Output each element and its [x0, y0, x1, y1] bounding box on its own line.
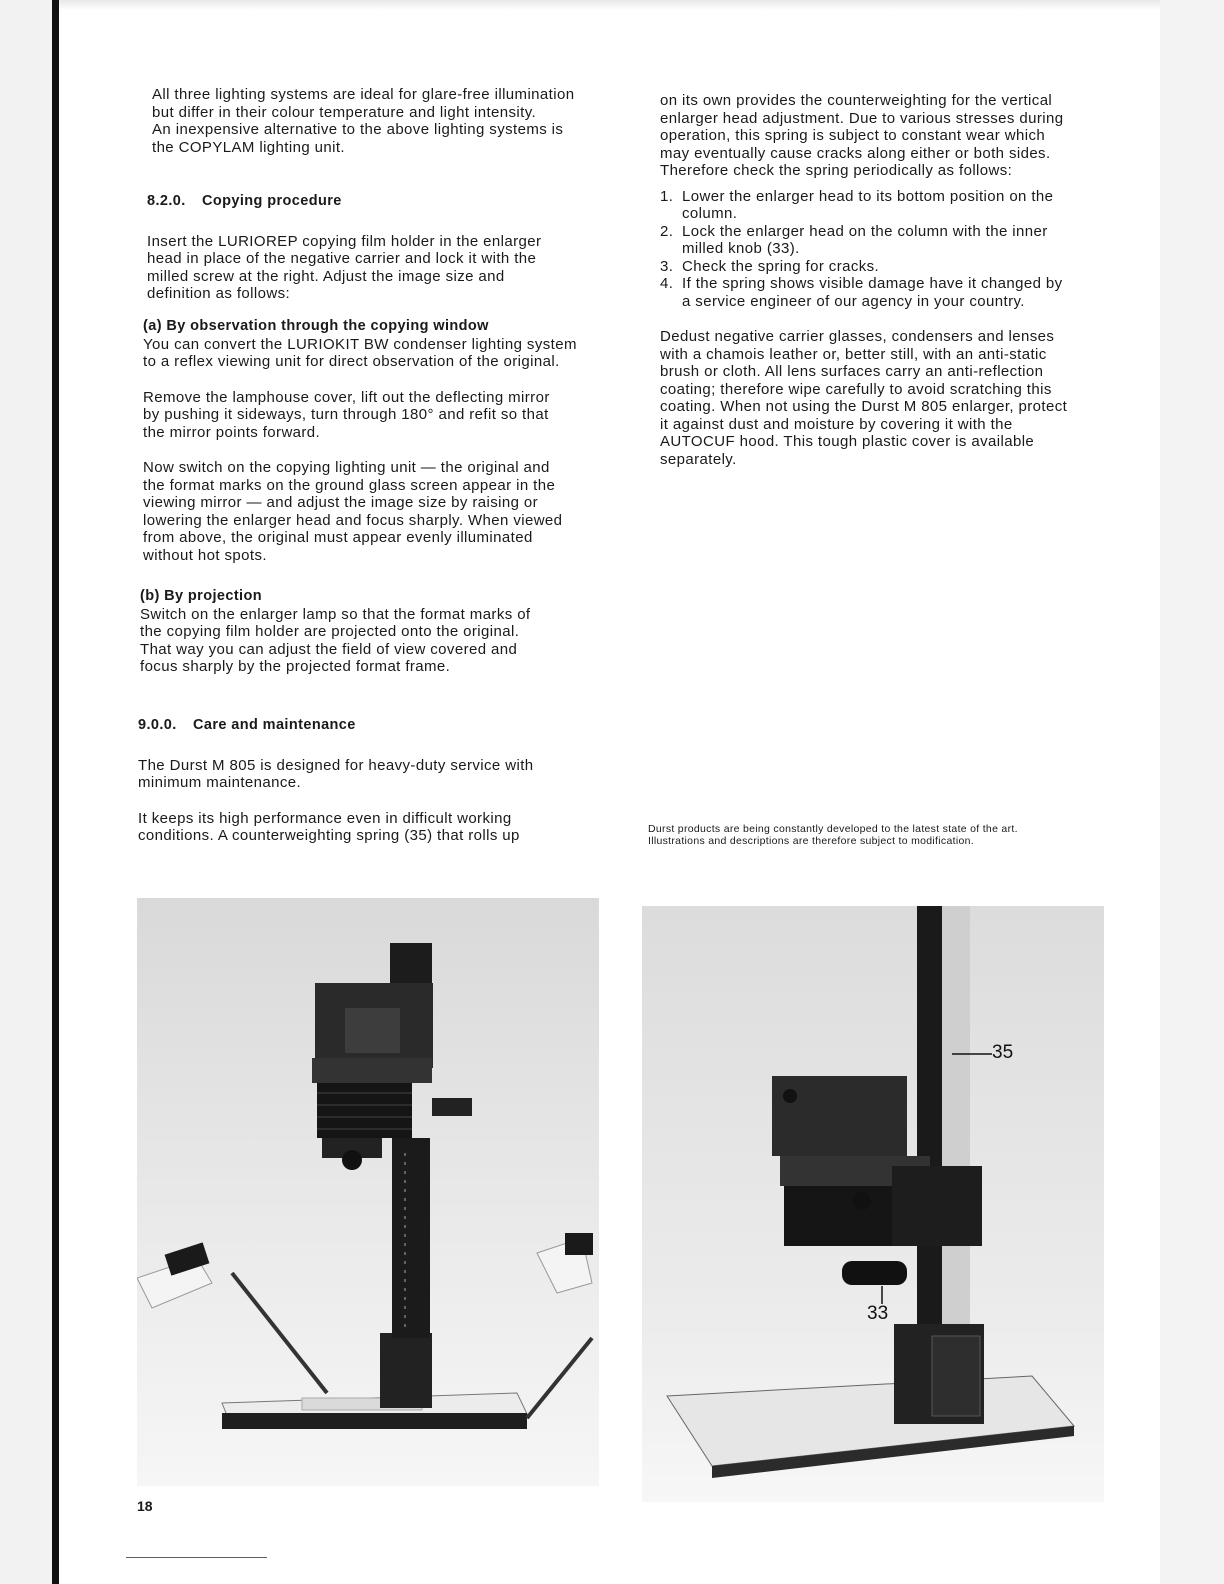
- binding-line: [52, 0, 59, 1584]
- blue-rule: [126, 1557, 267, 1558]
- step-line: Check the spring for cracks.: [682, 257, 880, 275]
- text-line: enlarger head adjustment. Due to various stresses during: [660, 109, 1064, 127]
- front-knob: [853, 1192, 871, 1210]
- section-number: 9.0.0.: [138, 717, 177, 733]
- section-title: Care and maintenance: [193, 717, 356, 733]
- page-right-edge: [1160, 0, 1224, 1584]
- text-line: to a reflex viewing unit for direct observation of the original.: [143, 353, 560, 370]
- callout-label-33: 33: [867, 1303, 889, 1324]
- text-line: An inexpensive alternative to the above lighting systems is: [152, 121, 564, 138]
- callout-label-35: 35: [992, 1042, 1014, 1063]
- list-item: 1. Lower the enlarger head to its bottom position on the column.: [660, 187, 1054, 222]
- section-care-maintenance: [138, 717, 618, 845]
- subsection-heading: (a) By observation through the copying window: [143, 318, 489, 334]
- text-line: on its own provides the counterweighting for the vertical: [660, 92, 1053, 109]
- text-line: That way you can adjust the field of view covered and: [140, 640, 518, 658]
- text-line: the mirror points forward.: [143, 423, 321, 441]
- step-line: Lock the enlarger head on the column with the inner: [682, 222, 1048, 240]
- text-line: conditions. A counterweighting spring (35) that rolls up: [138, 827, 520, 844]
- text-line: Now switch on the copying lighting unit — the original and: [143, 459, 550, 476]
- list-item: 3. Check the spring for cracks.: [660, 257, 880, 275]
- enlarger-head-photo: [642, 906, 1104, 1502]
- text-line: separately.: [660, 450, 737, 468]
- text-line: It keeps its high performance even in difficult working: [138, 809, 512, 827]
- text-line: Switch on the enlarger lamp so that the format marks of: [140, 605, 531, 623]
- filter-drawer: [312, 1058, 432, 1083]
- text-line: Therefore check the spring periodically as follows:: [660, 162, 1013, 179]
- enlarger-copying-photo: [137, 898, 599, 1486]
- maintenance-steps: [660, 188, 1110, 311]
- right-copy-light-head: [565, 1233, 593, 1255]
- text-line: Insert the LURIOREP copying film holder in the enlarger: [147, 232, 542, 250]
- text-line: You can convert the LURIOKIT BW condenser lighting system: [143, 335, 577, 353]
- text-line: minimum maintenance.: [138, 774, 302, 791]
- section-title: Copying procedure: [202, 193, 342, 209]
- text-line: with a chamois leather or, better still, with an anti-static: [660, 345, 1047, 363]
- text-line: brush or cloth. All lens surfaces carry an anti-reflection: [660, 363, 1044, 380]
- subsection-heading: (b) By projection: [140, 588, 262, 604]
- carriage: [892, 1166, 982, 1246]
- text-line: the format marks on the ground glass screen appear in the: [143, 476, 556, 494]
- text-line: from above, the original must appear evenly illuminated: [143, 529, 533, 546]
- enlarger-head-illustration: [642, 906, 1104, 1502]
- list-item: 4. If the spring shows visible damage have it changed by a service engineer of our agency in your country.: [660, 275, 1063, 310]
- page-top-shade: [59, 0, 1160, 10]
- enlarger-copying-illustration: [137, 898, 599, 1486]
- text-line: All three lighting systems are ideal for glare-free illumination: [152, 86, 575, 103]
- text-line: Remove the lamphouse cover, lift out the deflecting mirror: [143, 388, 550, 406]
- intro-paragraph: [152, 86, 622, 156]
- text-line: it against dust and moisture by covering it with the: [660, 415, 1013, 433]
- text-line: the COPYLAM lighting unit.: [152, 138, 345, 156]
- list-item: 2. Lock the enlarger head on the column with the inner milled knob (33).: [660, 222, 1048, 257]
- text-line: lowering the enlarger head and focus sharply. When viewed: [143, 511, 563, 529]
- section-heading: [147, 193, 617, 211]
- text-line: The Durst M 805 is designed for heavy-duty service with: [138, 756, 534, 774]
- column: [392, 1138, 430, 1338]
- text-line: without hot spots.: [143, 546, 267, 564]
- text-line: coating. When not using the Durst M 805 enlarger, protect: [660, 398, 1068, 415]
- step-line: Lower the enlarger head to its bottom position on the: [682, 187, 1054, 205]
- binding-edge: [0, 0, 56, 1584]
- focus-knob: [432, 1098, 472, 1116]
- text-line: by pushing it sideways, turn through 180° and refit so that: [143, 406, 549, 423]
- footnote-line: Illustrations and descriptions are therefore subject to modification.: [648, 835, 974, 847]
- footnote: [648, 823, 1118, 847]
- bellows: [784, 1186, 894, 1246]
- step-line: a service engineer of our agency in your country.: [682, 292, 1025, 310]
- lamphouse: [772, 1076, 907, 1156]
- column-base: [380, 1333, 432, 1408]
- focus-knob: [842, 1261, 907, 1285]
- footnote-line: Durst products are being constantly developed to the latest state of the art.: [648, 823, 1018, 835]
- section-heading: [138, 717, 618, 735]
- lamphouse-knob: [783, 1089, 797, 1103]
- text-line: viewing mirror — and adjust the image size by raising or: [143, 494, 539, 511]
- step-line: milled knob (33).: [682, 240, 800, 257]
- page-number: 18: [137, 1498, 153, 1514]
- text-line: coating; therefore wipe carefully to avoid scratching this: [660, 380, 1052, 398]
- column-base-face: [932, 1336, 980, 1416]
- text-line: head in place of the negative carrier and lock it with the: [147, 250, 537, 267]
- section-number: 8.2.0.: [147, 193, 186, 209]
- text-line: AUTOCUF hood. This tough plastic cover is available: [660, 433, 1035, 450]
- step-line: If the spring shows visible damage have it changed by: [682, 275, 1063, 292]
- text-line: milled screw at the right. Adjust the image size and: [147, 267, 505, 285]
- text-line: operation, this spring is subject to constant wear which: [660, 127, 1046, 144]
- bellows: [317, 1083, 412, 1138]
- baseboard-edge: [222, 1413, 527, 1429]
- column-face: [942, 906, 970, 1326]
- text-line: Dedust negative carrier glasses, condensers and lenses: [660, 328, 1055, 345]
- lens: [342, 1150, 362, 1170]
- right-column-text: [660, 92, 1110, 468]
- text-line: focus sharply by the projected format frame.: [140, 658, 451, 675]
- text-line: definition as follows:: [147, 285, 291, 302]
- text-line: the copying film holder are projected onto the original.: [140, 623, 520, 640]
- section-copying-procedure: [147, 193, 617, 303]
- step-line: column.: [682, 205, 738, 222]
- text-line: but differ in their colour temperature and light intensity.: [152, 103, 537, 121]
- subsection-a: [143, 318, 618, 564]
- lamphouse-panel: [345, 1008, 400, 1053]
- text-line: may eventually cause cracks along either or both sides.: [660, 144, 1051, 162]
- subsection-b: [140, 588, 615, 676]
- column: [917, 906, 945, 1326]
